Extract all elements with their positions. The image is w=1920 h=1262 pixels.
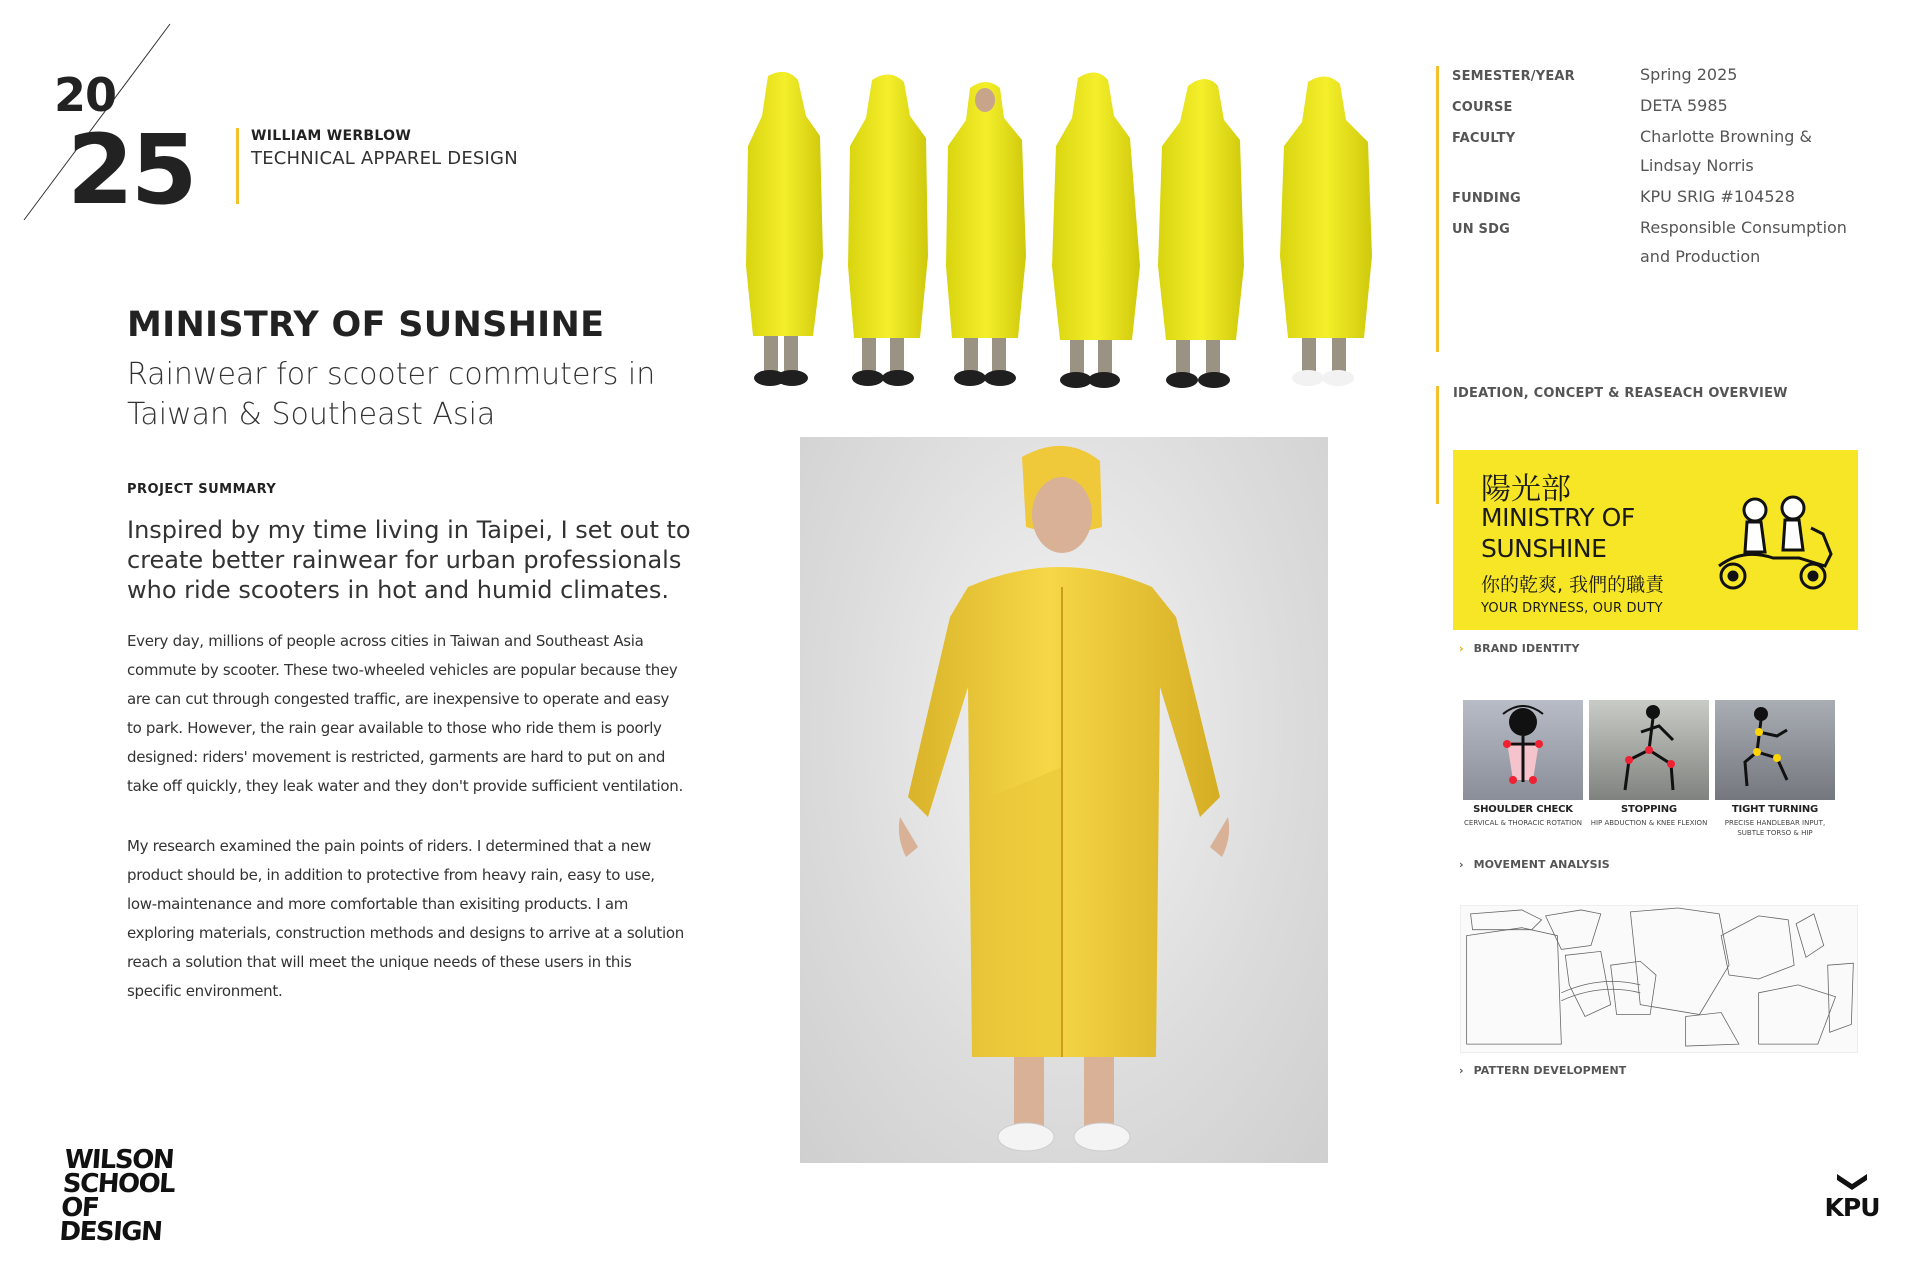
kpu-logo bbox=[1822, 1172, 1882, 1222]
summary-paragraph-1: Every day, millions of people across cities in Taiwan and Southeast Asia commute by scooter. These two-wheeled vehicles are popular because they are can cut through congested traffic, are inexpensive to operate and easy to park. However, the rain gear available to those who ride them is poorly designed: riders' movement is restricted, garments are hard to put on and take off quickly, they leak water and they don't provide sufficient ventilation. bbox=[127, 632, 683, 795]
brand-english-title: MINISTRY OF SUNSHINE bbox=[1481, 503, 1635, 563]
info-row bbox=[1452, 188, 1892, 211]
brand-english-slogan: YOUR DRYNESS, OUR DUTY bbox=[1481, 601, 1663, 616]
summary-paragraph-2: My research examined the pain points of riders. I determined that a new product should be, in addition to protective from heavy rain, easy to use, low-maintenance and more comfortable than exisiting products. I am exploring materials, construction methods and designs to arrive at a solution reach a solution that will meet the unique needs of these users in this specific environment. bbox=[127, 837, 684, 1000]
movement-sublabel: CERVICAL & THORACIC ROTATION bbox=[1464, 819, 1582, 827]
author-program: TECHNICAL APPAREL DESIGN bbox=[251, 148, 518, 169]
scooter-riders-icon bbox=[1703, 488, 1848, 598]
model-view-3 bbox=[946, 82, 1026, 386]
movement-photo-stopping bbox=[1589, 700, 1709, 800]
info-row bbox=[1452, 66, 1892, 89]
movement-label: TIGHT TURNING bbox=[1731, 804, 1819, 815]
ideation-accent-bar bbox=[1436, 386, 1439, 504]
movement-sublabel: PRECISE HANDLEBAR INPUT, SUBTLE TORSO & HIP bbox=[1724, 819, 1826, 837]
info-key: COURSE bbox=[1452, 100, 1513, 115]
chevron-right-icon: › bbox=[1459, 1064, 1464, 1077]
info-value: Spring 2025 bbox=[1640, 65, 1738, 84]
movement-analysis-caption bbox=[1459, 858, 1610, 871]
pattern-development-caption bbox=[1459, 1064, 1626, 1077]
info-key: UN SDG bbox=[1452, 222, 1510, 237]
info-key: FUNDING bbox=[1452, 191, 1521, 206]
model-view-2 bbox=[848, 74, 928, 386]
project-title: MINISTRY OF SUNSHINE bbox=[127, 305, 605, 345]
movement-sublabel: HIP ABDUCTION & KNEE FLEXION bbox=[1590, 819, 1708, 827]
raincoat-lineup-photo bbox=[728, 66, 1408, 410]
info-value: DETA 5985 bbox=[1640, 96, 1728, 115]
movement-photo-shoulder-check bbox=[1463, 700, 1583, 800]
brand-identity-label: BRAND IDENTITY bbox=[1473, 642, 1580, 655]
render-figure bbox=[800, 437, 1328, 1163]
brand-identity-caption bbox=[1459, 642, 1580, 655]
movement-cell bbox=[1715, 700, 1835, 840]
raincoat-3d-render bbox=[800, 437, 1328, 1163]
stick-figure-icon bbox=[1463, 700, 1583, 800]
movement-analysis-grid bbox=[1463, 700, 1858, 840]
author-block bbox=[236, 128, 518, 204]
movement-cell bbox=[1589, 700, 1709, 840]
info-value: KPU SRIG #104528 bbox=[1640, 187, 1795, 206]
summary-lead: Inspired by my time living in Taipei, I set out to create better rainwear for urban professionals who ride scooters in hot and humid climates. bbox=[127, 516, 691, 604]
year-bottom: 25 bbox=[67, 114, 195, 226]
stick-figure-icon bbox=[1589, 700, 1709, 800]
year-top: 20 bbox=[54, 68, 117, 122]
pattern-development-drawing bbox=[1460, 905, 1858, 1053]
project-subtitle: Rainwear for scooter commuters in Taiwan & Southeast Asia bbox=[127, 357, 656, 432]
info-value: Responsible Consumption and Production bbox=[1640, 218, 1847, 266]
movement-label: SHOULDER CHECK bbox=[1473, 804, 1573, 815]
stick-figure-icon bbox=[1715, 700, 1835, 800]
wilson-logo-text: WILSON SCHOOL OF DESIGN bbox=[58, 1145, 176, 1247]
ideation-title: IDEATION, CONCEPT & REASEACH OVERVIEW bbox=[1453, 386, 1788, 401]
info-key: FACULTY bbox=[1452, 131, 1516, 146]
year-block bbox=[22, 22, 195, 226]
summary-label: PROJECT SUMMARY bbox=[127, 482, 277, 497]
kpu-logo-text: KPU bbox=[1824, 1193, 1880, 1222]
wilson-school-logo bbox=[58, 1145, 206, 1247]
chevron-right-icon: › bbox=[1459, 858, 1464, 871]
info-accent-bar bbox=[1436, 66, 1439, 352]
model-view-6 bbox=[1280, 76, 1372, 386]
project-info-table bbox=[1452, 66, 1892, 279]
pattern-development-label: PATTERN DEVELOPMENT bbox=[1473, 1064, 1627, 1077]
brand-chinese-slogan: 你的乾爽, 我們的職責 bbox=[1481, 574, 1665, 596]
info-key: SEMESTER/YEAR bbox=[1452, 69, 1575, 84]
model-view-4 bbox=[1052, 72, 1140, 388]
brand-identity-card bbox=[1453, 450, 1858, 630]
info-row bbox=[1452, 97, 1892, 120]
info-row bbox=[1452, 219, 1892, 271]
model-view-5 bbox=[1158, 79, 1244, 388]
brand-chinese-title: 陽光部 bbox=[1481, 472, 1571, 507]
info-value: Charlotte Browning & Lindsay Norris bbox=[1640, 127, 1812, 175]
movement-cell bbox=[1463, 700, 1583, 840]
info-row bbox=[1452, 128, 1892, 180]
movement-label: STOPPING bbox=[1621, 804, 1677, 815]
chevron-right-icon: › bbox=[1459, 642, 1464, 655]
kpu-bird-icon bbox=[1835, 1172, 1869, 1192]
movement-analysis-label: MOVEMENT ANALYSIS bbox=[1473, 858, 1610, 871]
movement-photo-tight-turning bbox=[1715, 700, 1835, 800]
author-name: WILLIAM WERBLOW bbox=[251, 128, 412, 144]
model-view-1 bbox=[746, 72, 823, 386]
